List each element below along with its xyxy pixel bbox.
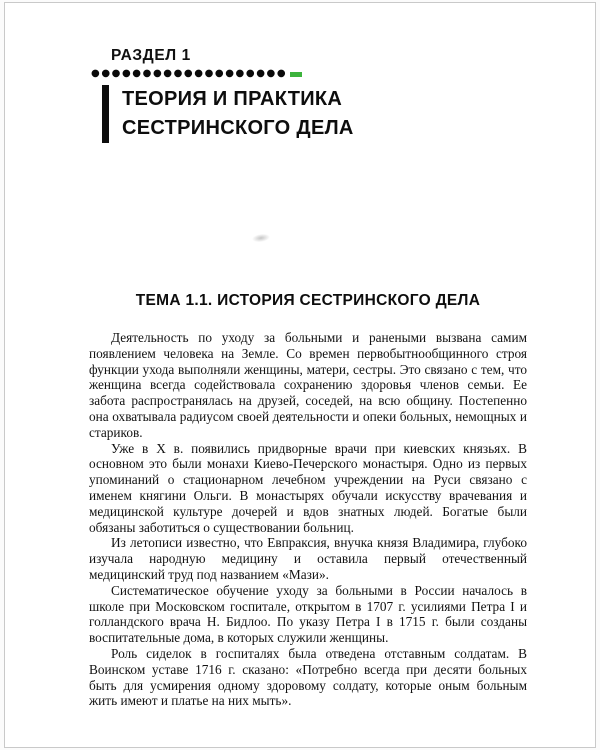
section-label: РАЗДЕЛ 1 bbox=[111, 47, 191, 64]
page-border bbox=[4, 2, 596, 748]
title-vertical-bar bbox=[102, 85, 109, 143]
page-body bbox=[89, 292, 527, 709]
paragraph-5: Роль сиделок в госпиталях была отведена отставным солдатам. В Воинском уставе 1716 г. сказано: «Потребно всегда при десяти больных быть для усмирения одному здоровому солдату, которые оным больным жить имеют и платье на них мыть». bbox=[89, 645, 527, 709]
topic-title: ТЕМА 1.1. ИСТОРИЯ СЕСТРИНСКОГО ДЕЛА bbox=[135, 292, 481, 309]
paragraph-1: Деятельность по уходу за больными и ранеными вызвана самим появлением человека на Земле. Со времен первобытнообщинного строя функции ухода выполняли женщины, матери, сестры. Это связано с тем, что женщина всегда содействовала сохранению здоровья членов семьи. Ее забота распространялась на друзей, соседей, на всю общину. Постепенно она охватывала радиусом своей деятельности и опеки больных, немощных и стариков. bbox=[89, 330, 527, 440]
paragraph-2: Уже в X в. появились придворные врачи при киевских князьях. В основном это были монахи Киево-Печерского монастыря. Одно из первых упоминаний о стационарном лечебном учреждении на Руси связано с именем княгини Ольги. В монастырях обучали искусству врачевания и медицинской культуре дочерей и вдов знатных людей. Богатые были обязаны заботиться о существовании больниц. bbox=[89, 440, 527, 535]
green-dash-icon bbox=[290, 72, 302, 77]
dots-divider bbox=[91, 67, 302, 81]
paragraph-3: Из летописи известно, что Евпраксия, внучка князя Владимира, глубоко изучала народную медицину и оставила первый отечественный медицинский труд под названием «Мази». bbox=[89, 535, 527, 582]
chapter-title-line2: СЕСТРИНСКОГО ДЕЛА bbox=[122, 117, 354, 139]
dots-row-icon: ●●●●●●●●●●●●●●●●●●● bbox=[91, 68, 288, 79]
paragraph-4: Систематическое обучение уходу за больными в России началось в школе при Московском госпитале, открытом в 1707 г. усилиями Петра I и голландского врача Н. Бидлоо. По указу Петра I в 1715 г. были созданы воспитательные дома, в которых служили женщины. bbox=[89, 582, 527, 646]
chapter-title bbox=[122, 85, 354, 143]
scan-artifact bbox=[252, 233, 271, 243]
chapter-title-block bbox=[102, 85, 354, 143]
chapter-title-line1: ТЕОРИЯ И ПРАКТИКА bbox=[122, 88, 343, 110]
